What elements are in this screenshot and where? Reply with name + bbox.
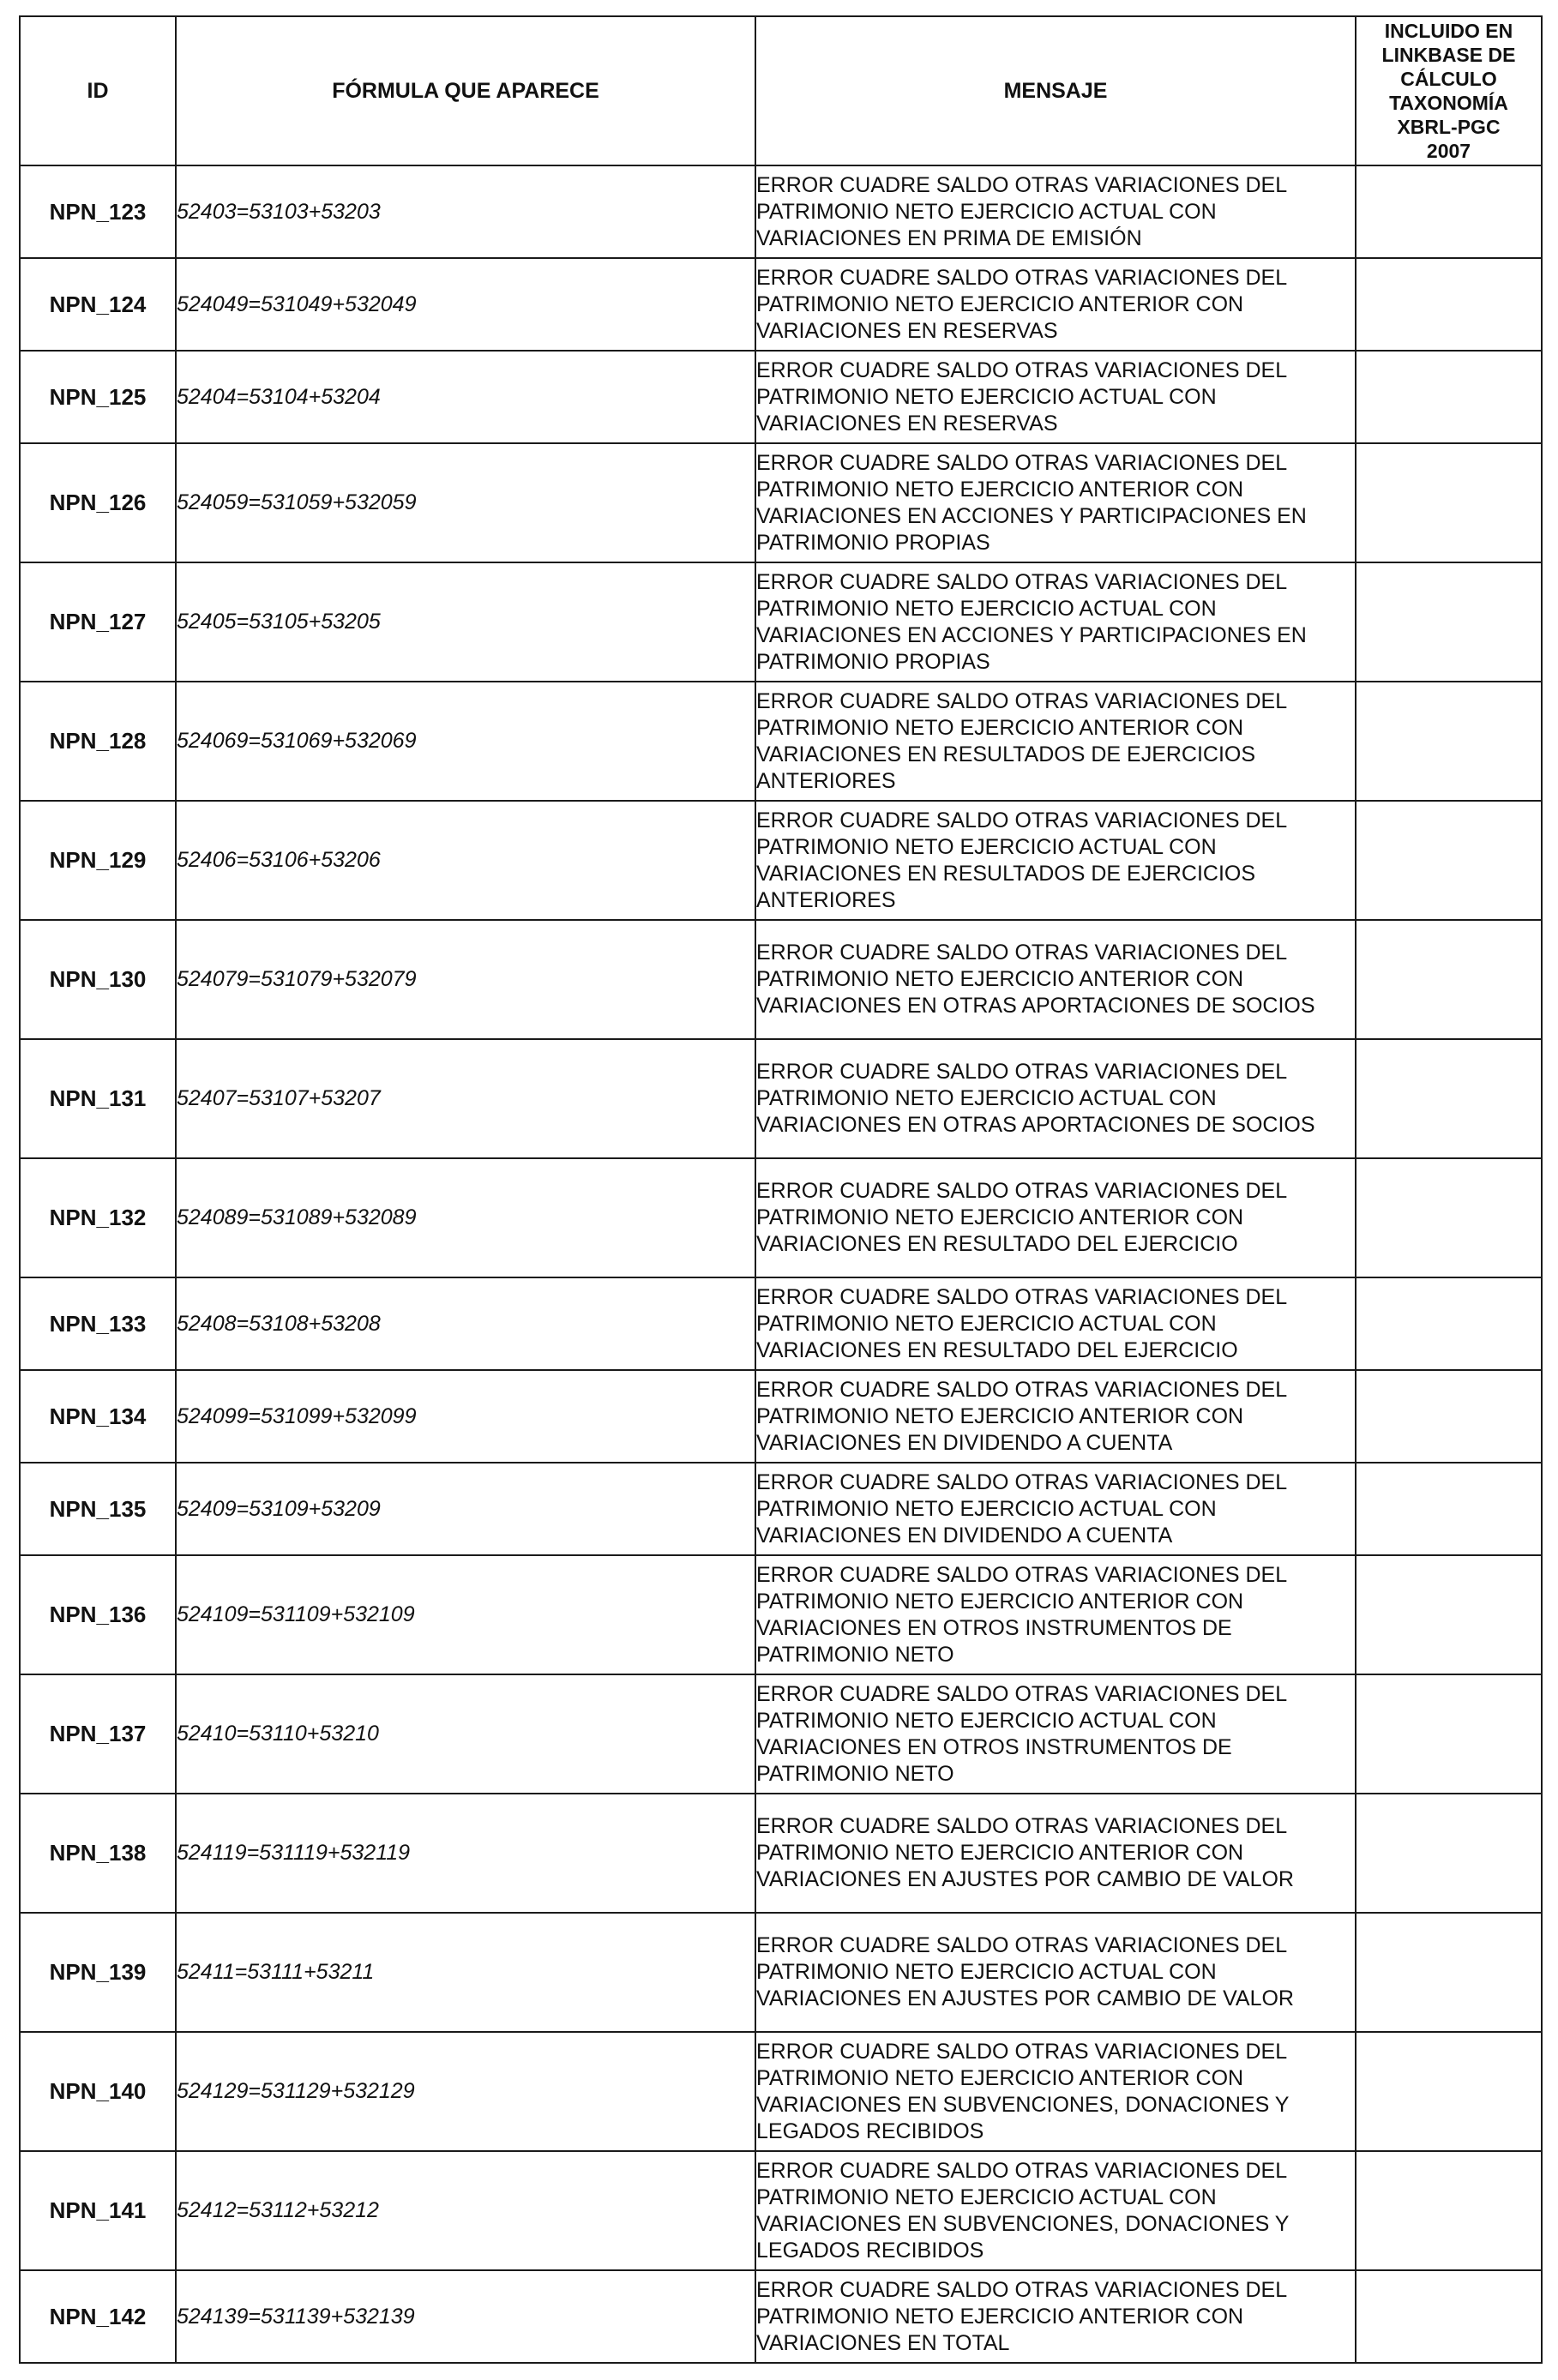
header-included-line: LINKBASE DE [1381,44,1516,66]
row-id: NPN_140 [20,2032,176,2151]
row-id: NPN_133 [20,1277,176,1370]
row-id: NPN_136 [20,1555,176,1674]
table-row [20,2151,1542,2270]
header-formula: FÓRMULA QUE APARECE [176,16,755,165]
row-message: ERROR CUADRE SALDO OTRAS VARIACIONES DEL PATRIMONIO NETO EJERCICIO ACTUAL CON VARIACIONES EN AJUSTES POR CAMBIO DE VALOR [755,1913,1356,2032]
header-included-line: XBRL-PGC [1397,116,1501,138]
row-message: ERROR CUADRE SALDO OTRAS VARIACIONES DEL PATRIMONIO NETO EJERCICIO ACTUAL CON VARIACIONES EN PRIMA DE EMISIÓN [755,165,1356,258]
row-formula: 524089=531089+532089 [176,1158,755,1277]
row-included [1356,801,1542,920]
row-id: NPN_125 [20,351,176,443]
table-row [20,1674,1542,1794]
table-row [20,682,1542,801]
row-formula: 524079=531079+532079 [176,920,755,1039]
row-formula: 52411=53111+53211 [176,1913,755,2032]
row-included [1356,1913,1542,2032]
row-included [1356,2270,1542,2363]
row-formula: 52406=53106+53206 [176,801,755,920]
table-row [20,1158,1542,1277]
row-formula: 52412=53112+53212 [176,2151,755,2270]
table-row [20,562,1542,682]
row-id: NPN_135 [20,1463,176,1555]
row-id: NPN_124 [20,258,176,351]
row-id: NPN_127 [20,562,176,682]
table-row [20,2270,1542,2363]
row-formula: 524109=531109+532109 [176,1555,755,1674]
table-row [20,443,1542,562]
row-formula: 524129=531129+532129 [176,2032,755,2151]
row-included [1356,1370,1542,1463]
header-row [20,16,1542,165]
row-id: NPN_130 [20,920,176,1039]
row-included [1356,165,1542,258]
row-included [1356,920,1542,1039]
row-id: NPN_141 [20,2151,176,2270]
row-message: ERROR CUADRE SALDO OTRAS VARIACIONES DEL PATRIMONIO NETO EJERCICIO ACTUAL CON VARIACIONES EN SUBVENCIONES, DONACIONES Y LEGADOS RECIBIDOS [755,2151,1356,2270]
table-row [20,1039,1542,1158]
row-id: NPN_128 [20,682,176,801]
table-row [20,1913,1542,2032]
row-formula: 524069=531069+532069 [176,682,755,801]
row-formula: 52408=53108+53208 [176,1277,755,1370]
row-message: ERROR CUADRE SALDO OTRAS VARIACIONES DEL PATRIMONIO NETO EJERCICIO ACTUAL CON VARIACIONES EN RESULTADOS DE EJERCICIOS ANTERIORES [755,801,1356,920]
table-row [20,1277,1542,1370]
row-included [1356,443,1542,562]
row-message: ERROR CUADRE SALDO OTRAS VARIACIONES DEL PATRIMONIO NETO EJERCICIO ANTERIOR CON VARIACIONES EN OTRAS APORTACIONES DE SOCIOS [755,920,1356,1039]
row-included [1356,2032,1542,2151]
row-message: ERROR CUADRE SALDO OTRAS VARIACIONES DEL PATRIMONIO NETO EJERCICIO ANTERIOR CON VARIACIONES EN DIVIDENDO A CUENTA [755,1370,1356,1463]
row-message: ERROR CUADRE SALDO OTRAS VARIACIONES DEL PATRIMONIO NETO EJERCICIO ACTUAL CON VARIACIONES EN ACCIONES Y PARTICIPACIONES EN PATRIMONIO PROPIAS [755,562,1356,682]
table-row [20,351,1542,443]
table-row [20,258,1542,351]
table-row [20,1555,1542,1674]
row-formula: 524059=531059+532059 [176,443,755,562]
row-message: ERROR CUADRE SALDO OTRAS VARIACIONES DEL PATRIMONIO NETO EJERCICIO ANTERIOR CON VARIACIONES EN RESULTADO DEL EJERCICIO [755,1158,1356,1277]
row-included [1356,1039,1542,1158]
table-row [20,1794,1542,1913]
row-message: ERROR CUADRE SALDO OTRAS VARIACIONES DEL PATRIMONIO NETO EJERCICIO ANTERIOR CON VARIACIONES EN AJUSTES POR CAMBIO DE VALOR [755,1794,1356,1913]
row-id: NPN_138 [20,1794,176,1913]
header-included-line: CÁLCULO [1400,68,1497,90]
row-formula: 52409=53109+53209 [176,1463,755,1555]
row-included [1356,2151,1542,2270]
row-message: ERROR CUADRE SALDO OTRAS VARIACIONES DEL PATRIMONIO NETO EJERCICIO ACTUAL CON VARIACIONES EN DIVIDENDO A CUENTA [755,1463,1356,1555]
row-id: NPN_126 [20,443,176,562]
row-message: ERROR CUADRE SALDO OTRAS VARIACIONES DEL PATRIMONIO NETO EJERCICIO ACTUAL CON VARIACIONES EN OTRAS APORTACIONES DE SOCIOS [755,1039,1356,1158]
row-formula: 52410=53110+53210 [176,1674,755,1794]
row-message: ERROR CUADRE SALDO OTRAS VARIACIONES DEL PATRIMONIO NETO EJERCICIO ACTUAL CON VARIACIONES EN RESULTADO DEL EJERCICIO [755,1277,1356,1370]
row-message: ERROR CUADRE SALDO OTRAS VARIACIONES DEL PATRIMONIO NETO EJERCICIO ANTERIOR CON VARIACIONES EN RESULTADOS DE EJERCICIOS ANTERIORES [755,682,1356,801]
row-included [1356,1555,1542,1674]
row-included [1356,1794,1542,1913]
row-included [1356,258,1542,351]
row-message: ERROR CUADRE SALDO OTRAS VARIACIONES DEL PATRIMONIO NETO EJERCICIO ANTERIOR CON VARIACIONES EN RESERVAS [755,258,1356,351]
row-message: ERROR CUADRE SALDO OTRAS VARIACIONES DEL PATRIMONIO NETO EJERCICIO ANTERIOR CON VARIACIONES EN ACCIONES Y PARTICIPACIONES EN PATRIMONIO PROPIAS [755,443,1356,562]
table-row [20,920,1542,1039]
row-id: NPN_129 [20,801,176,920]
row-id: NPN_134 [20,1370,176,1463]
row-included [1356,682,1542,801]
row-included [1356,351,1542,443]
row-formula: 524119=531119+532119 [176,1794,755,1913]
row-formula: 52407=53107+53207 [176,1039,755,1158]
row-message: ERROR CUADRE SALDO OTRAS VARIACIONES DEL PATRIMONIO NETO EJERCICIO ANTERIOR CON VARIACIONES EN TOTAL [755,2270,1356,2363]
table-row [20,2032,1542,2151]
row-formula: 52405=53105+53205 [176,562,755,682]
header-included-line: 2007 [1426,140,1471,162]
row-message: ERROR CUADRE SALDO OTRAS VARIACIONES DEL PATRIMONIO NETO EJERCICIO ACTUAL CON VARIACIONES EN OTROS INSTRUMENTOS DE PATRIMONIO NETO [755,1674,1356,1794]
table-row [20,1463,1542,1555]
row-included [1356,1277,1542,1370]
row-formula: 52403=53103+53203 [176,165,755,258]
row-formula: 52404=53104+53204 [176,351,755,443]
row-included [1356,1674,1542,1794]
row-formula: 524049=531049+532049 [176,258,755,351]
table-row [20,801,1542,920]
row-id: NPN_137 [20,1674,176,1794]
header-included-line: TAXONOMÍA [1389,92,1508,114]
header-id: ID [20,16,176,165]
row-included [1356,1158,1542,1277]
header-message: MENSAJE [755,16,1356,165]
row-message: ERROR CUADRE SALDO OTRAS VARIACIONES DEL PATRIMONIO NETO EJERCICIO ANTERIOR CON VARIACIONES EN SUBVENCIONES, DONACIONES Y LEGADOS RECIBIDOS [755,2032,1356,2151]
row-id: NPN_139 [20,1913,176,2032]
table-row [20,1370,1542,1463]
row-formula: 524099=531099+532099 [176,1370,755,1463]
row-id: NPN_131 [20,1039,176,1158]
header-included [1356,16,1542,165]
table-row [20,165,1542,258]
row-formula: 524139=531139+532139 [176,2270,755,2363]
row-included [1356,1463,1542,1555]
row-included [1356,562,1542,682]
header-included-line: INCLUIDO EN [1384,20,1513,42]
row-id: NPN_132 [20,1158,176,1277]
row-message: ERROR CUADRE SALDO OTRAS VARIACIONES DEL PATRIMONIO NETO EJERCICIO ACTUAL CON VARIACIONES EN RESERVAS [755,351,1356,443]
row-id: NPN_142 [20,2270,176,2363]
validation-rules-table [19,15,1543,2364]
row-message: ERROR CUADRE SALDO OTRAS VARIACIONES DEL PATRIMONIO NETO EJERCICIO ANTERIOR CON VARIACIONES EN OTROS INSTRUMENTOS DE PATRIMONIO NETO [755,1555,1356,1674]
row-id: NPN_123 [20,165,176,258]
